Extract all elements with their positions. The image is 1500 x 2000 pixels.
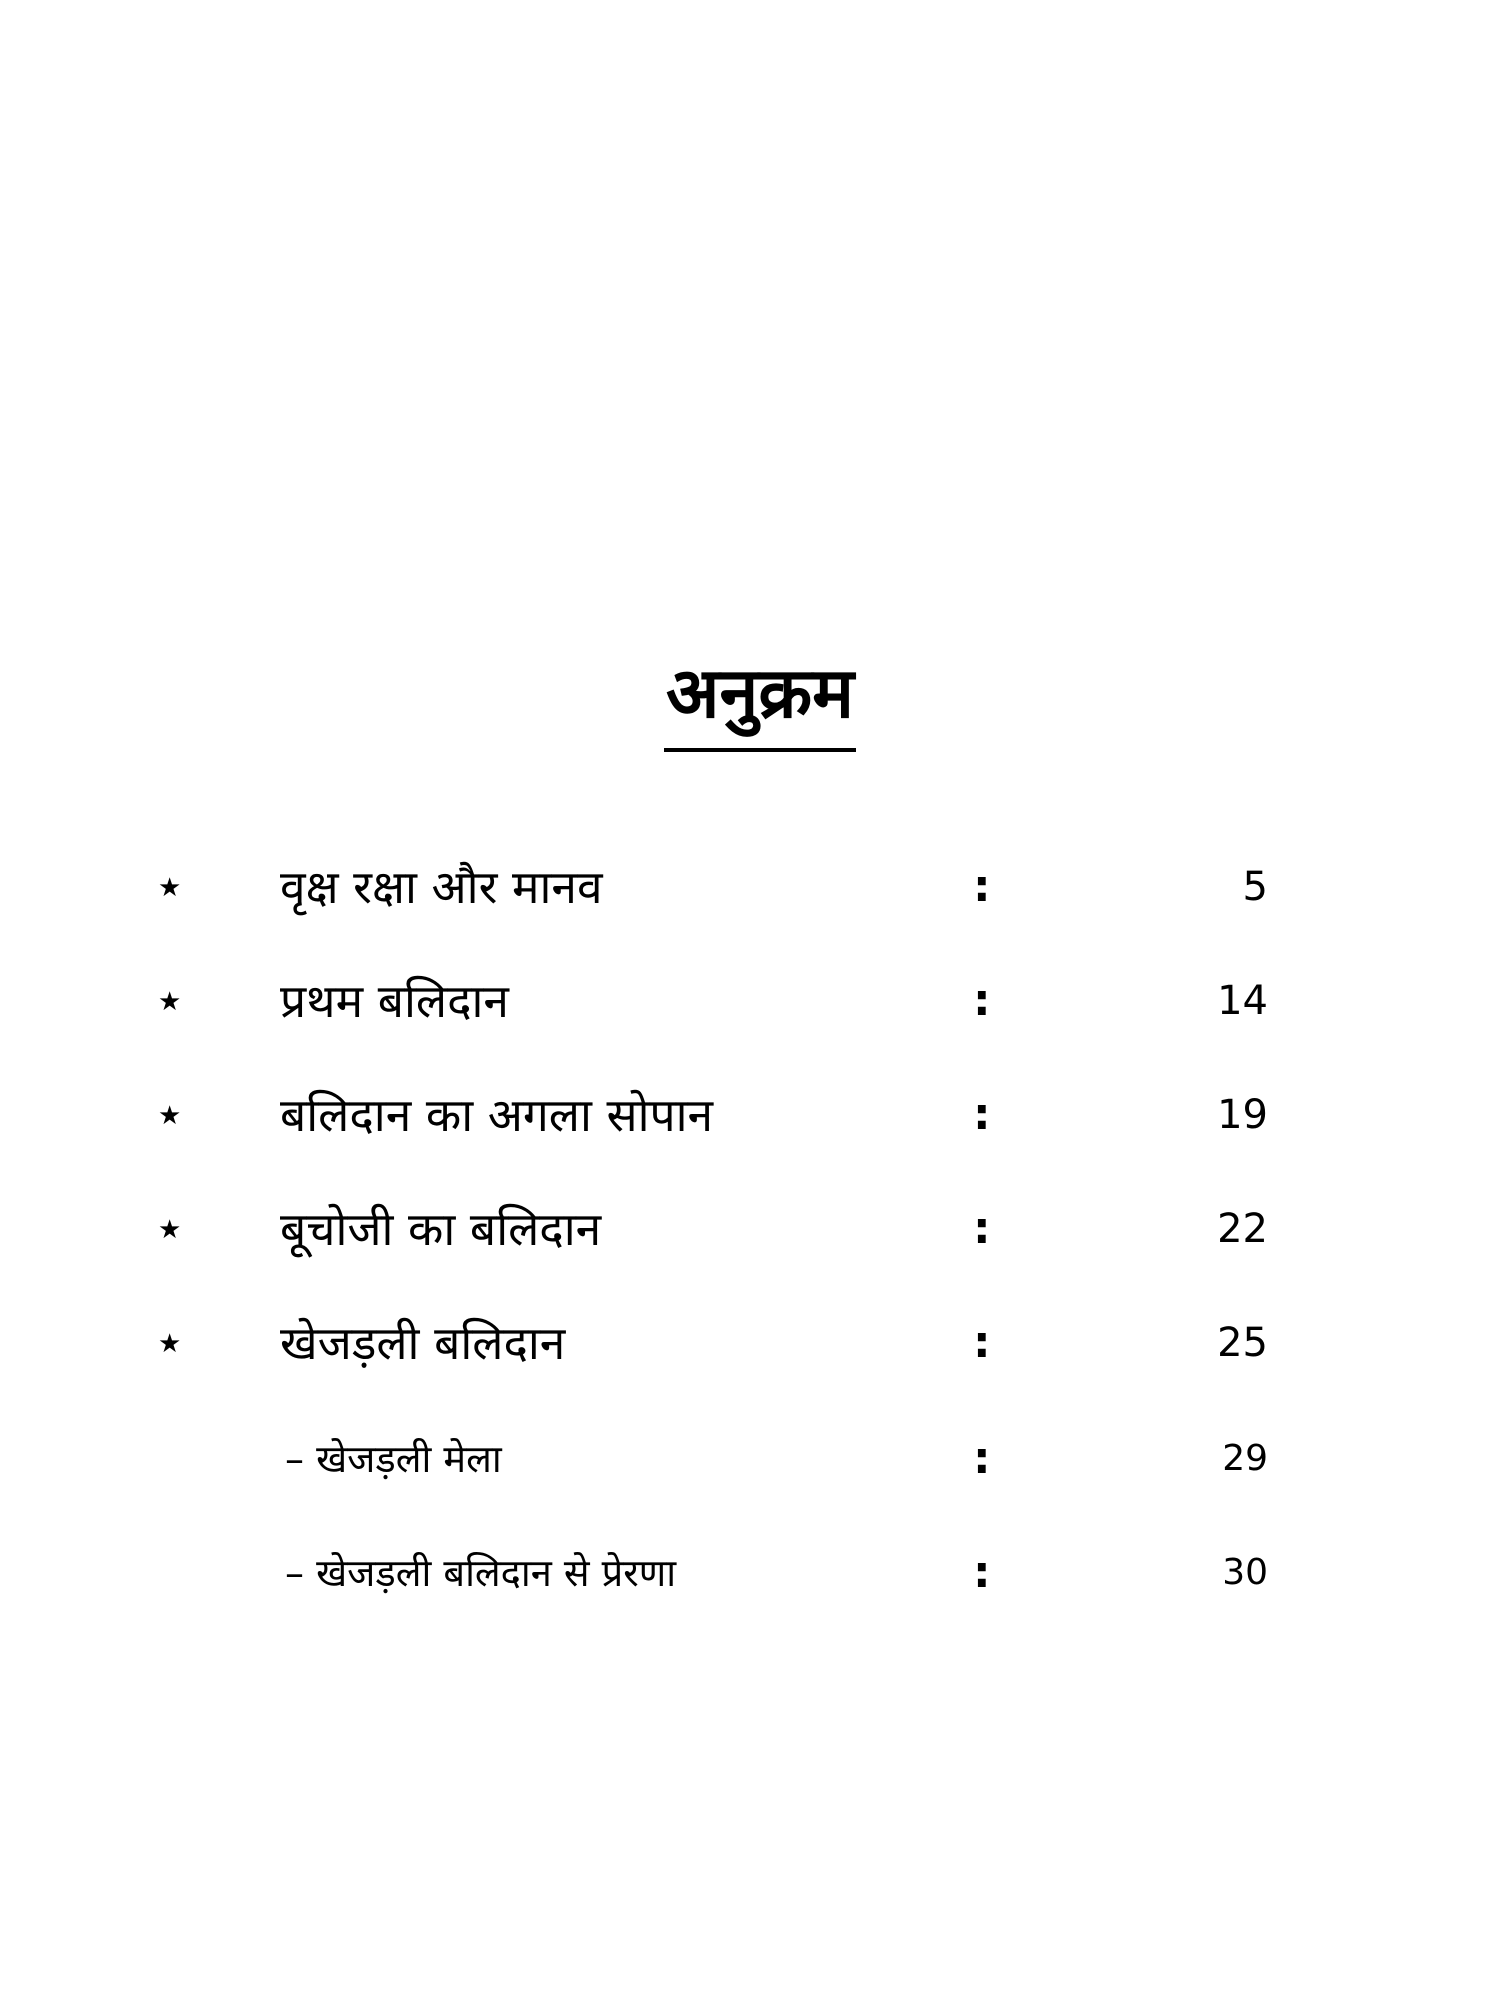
toc-separator: : xyxy=(973,1433,991,1484)
toc-entry-title: प्रथम बलिदान xyxy=(280,974,509,1028)
toc-heading xyxy=(0,648,1500,752)
toc-entry[interactable] xyxy=(0,852,1500,922)
toc-entry-title: बूचोजी का बलिदान xyxy=(280,1202,602,1256)
toc-page-number: 22 xyxy=(1217,1206,1268,1252)
star-bullet-icon: ★ xyxy=(158,1329,182,1359)
toc-separator: : xyxy=(973,1203,991,1254)
toc-entry-title: खेजड़ली बलिदान xyxy=(280,1316,566,1370)
toc-subentry[interactable] xyxy=(0,1538,1500,1608)
star-bullet-icon: ★ xyxy=(158,1101,182,1131)
star-bullet-icon: ★ xyxy=(158,873,182,903)
toc-separator: : xyxy=(973,1089,991,1140)
toc-separator: : xyxy=(973,861,991,912)
toc-subentry-title: – खेजड़ली बलिदान से प्रेरणा xyxy=(285,1551,677,1595)
toc-page-number: 25 xyxy=(1217,1320,1268,1366)
toc-separator: : xyxy=(973,1547,991,1598)
toc-page-number: 19 xyxy=(1217,1092,1268,1138)
star-bullet-icon: ★ xyxy=(158,1215,182,1245)
toc-page-number: 5 xyxy=(1242,864,1268,910)
toc-subentry-title: – खेजड़ली मेला xyxy=(285,1437,502,1481)
toc-page-number: 29 xyxy=(1222,1438,1268,1479)
toc-page-number: 14 xyxy=(1217,978,1268,1024)
toc-entry[interactable] xyxy=(0,1080,1500,1150)
toc-heading-text: अनुक्रम xyxy=(664,648,856,752)
toc-separator: : xyxy=(973,975,991,1026)
toc-page-number: 30 xyxy=(1222,1552,1268,1593)
toc-entry-title: वृक्ष रक्षा और मानव xyxy=(280,860,603,914)
toc-entry-title: बलिदान का अगला सोपान xyxy=(280,1088,714,1142)
toc-entry[interactable] xyxy=(0,1308,1500,1378)
star-bullet-icon: ★ xyxy=(158,987,182,1017)
toc-separator: : xyxy=(973,1317,991,1368)
toc-entry[interactable] xyxy=(0,1194,1500,1264)
toc-subentry[interactable] xyxy=(0,1424,1500,1494)
toc-entry[interactable] xyxy=(0,966,1500,1036)
